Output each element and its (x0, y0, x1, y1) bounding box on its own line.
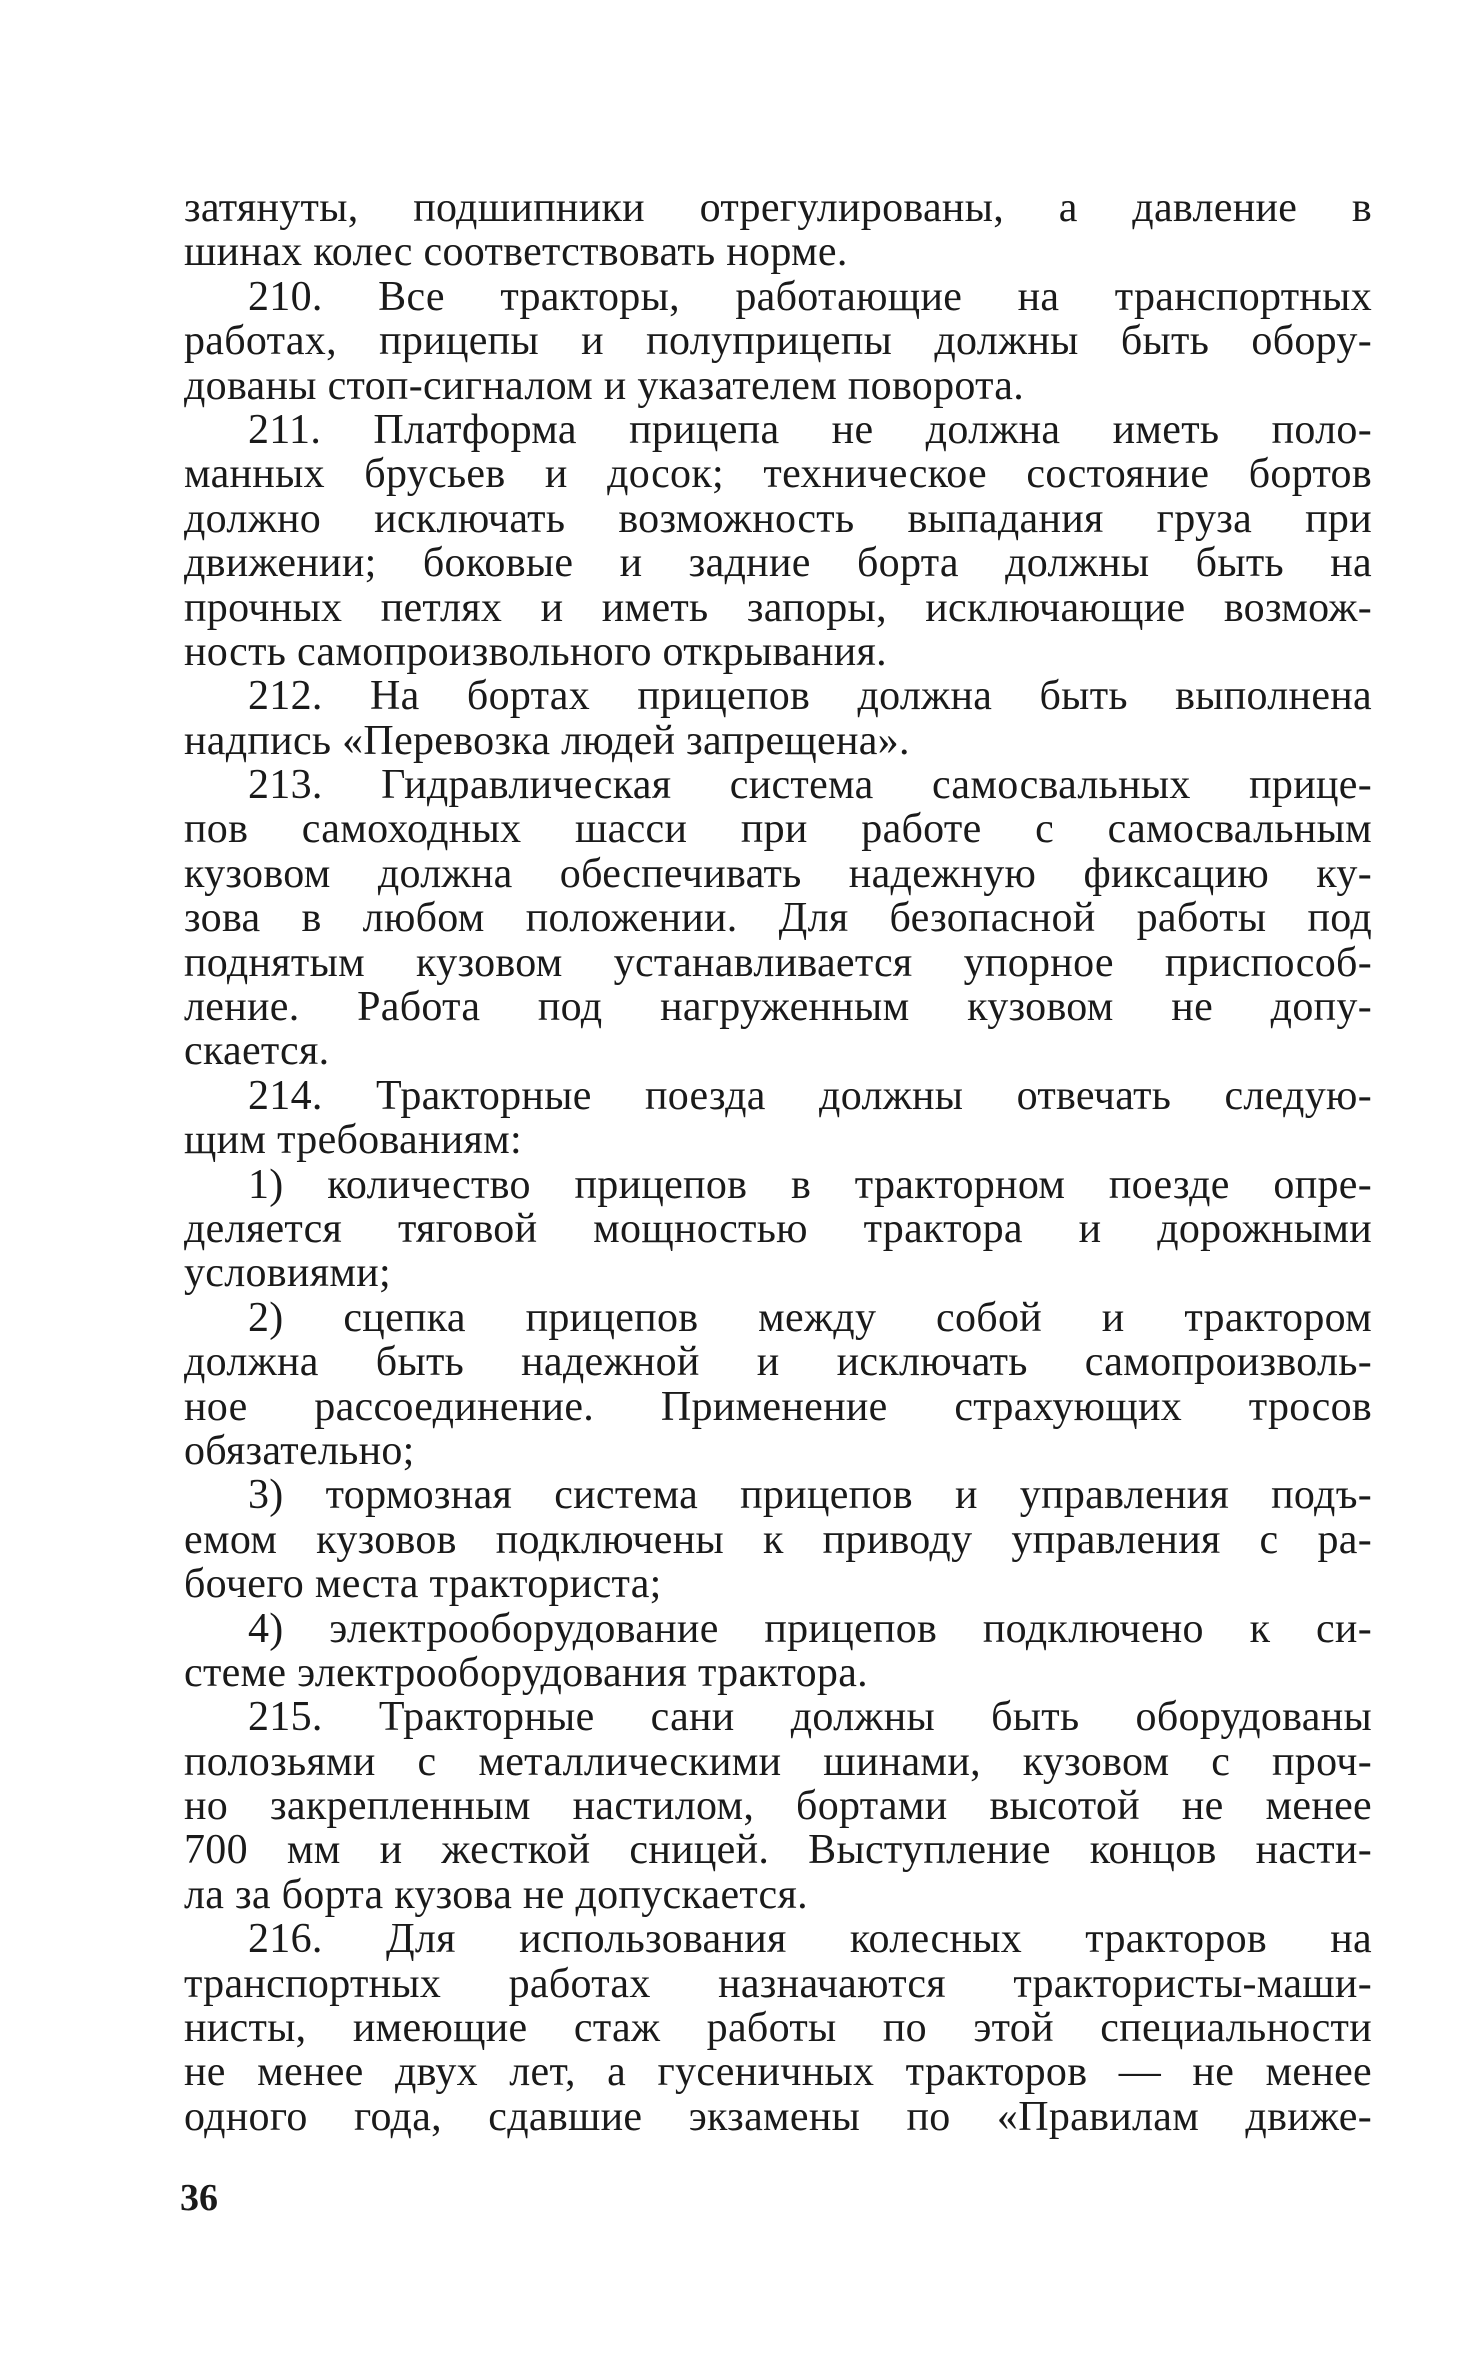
text-line: ление. Работа под нагруженным кузовом не допу- (184, 984, 1372, 1031)
text-line: движении; боковые и задние борта должны быть на (184, 540, 1372, 587)
text-line: 211. Платформа прицепа не должна иметь поло- (248, 406, 1372, 453)
text-line: пов самоходных шасси при работе с самосвальным (184, 806, 1372, 853)
text-line: бочего места тракториста; (184, 1561, 662, 1608)
text-line: емом кузовов подключены к приводу управления с ра- (184, 1516, 1372, 1563)
text-line: ное рассоединение. Применение страхующих тросов (184, 1383, 1372, 1430)
text-line: 216. Для использования колесных тракторов на (248, 1916, 1372, 1963)
text-line: нисты, имеющие стаж работы по этой специальности (184, 2005, 1372, 2052)
text-line: должно исключать возможность выпадания груза при (184, 495, 1372, 542)
text-line: 2) сцепка прицепов между собой и трактором (248, 1294, 1372, 1341)
text-line: транспортных работах назначаются трактористы-маши- (184, 1960, 1372, 2007)
text-line: полозьями с металлическими шинами, кузовом с проч- (184, 1738, 1372, 1785)
text-line: затянуты, подшипники отрегулированы, а давление в (184, 185, 1372, 231)
text-line: должна быть надежной и исключать самопроизволь- (184, 1339, 1372, 1386)
text-line: 4) электрооборудование прицепов подключено к си- (248, 1605, 1372, 1652)
text-line: скается. (184, 1028, 330, 1075)
text-line: надпись «Перевозка людей запрещена». (184, 717, 910, 764)
text-line: деляется тяговой мощностью трактора и дорожными (184, 1205, 1372, 1252)
text-line: дованы стоп-сигналом и указателем поворота. (184, 362, 1025, 409)
text-line: ность самопроизвольного открывания. (184, 628, 887, 675)
page-body-text (184, 186, 1372, 2139)
text-line: 215. Тракторные сани должны быть оборудованы (248, 1694, 1372, 1741)
text-line: кузовом должна обеспечивать надежную фиксацию ку- (184, 850, 1372, 897)
text-line: 213. Гидравлическая система самосвальных прице- (248, 762, 1372, 809)
page-number: 36 (180, 2177, 218, 2219)
text-line: не менее двух лет, а гусеничных тракторов — не менее (184, 2049, 1372, 2096)
text-line: 700 мм и жесткой сницей. Выступление концов насти- (184, 1827, 1372, 1874)
text-line: 3) тормозная система прицепов и управления подъ- (248, 1472, 1372, 1519)
text-line: но закрепленным настилом, бортами высотой не менее (184, 1783, 1372, 1830)
text-line: манных брусьев и досок; техническое состояние бортов (184, 451, 1372, 498)
text-line: одного года, сдавшие экзамены по «Правилам движе- (184, 2093, 1372, 2140)
text-line: шинах колес соответствовать норме. (184, 229, 848, 276)
text-line: 210. Все тракторы, работающие на транспортных (248, 273, 1372, 320)
text-line: работах, прицепы и полуприцепы должны быть обору- (184, 318, 1372, 365)
text-line: 1) количество прицепов в тракторном поезде опре- (248, 1161, 1372, 1208)
text-line: обязательно; (184, 1427, 415, 1474)
text-line: поднятым кузовом устанавливается упорное приспособ- (184, 939, 1372, 986)
text-line: зова в любом положении. Для безопасной работы под (184, 895, 1372, 942)
text-line: условиями; (184, 1250, 391, 1297)
text-line: прочных петлях и иметь запоры, исключающие возмож- (184, 584, 1372, 631)
text-line: 212. На бортах прицепов должна быть выполнена (248, 673, 1372, 720)
text-line: 214. Тракторные поезда должны отвечать следую- (248, 1072, 1372, 1119)
text-line: щим требованиям: (184, 1117, 523, 1164)
text-line: стеме электрооборудования трактора. (184, 1649, 868, 1696)
text-line: ла за борта кузова не допускается. (184, 1871, 808, 1918)
